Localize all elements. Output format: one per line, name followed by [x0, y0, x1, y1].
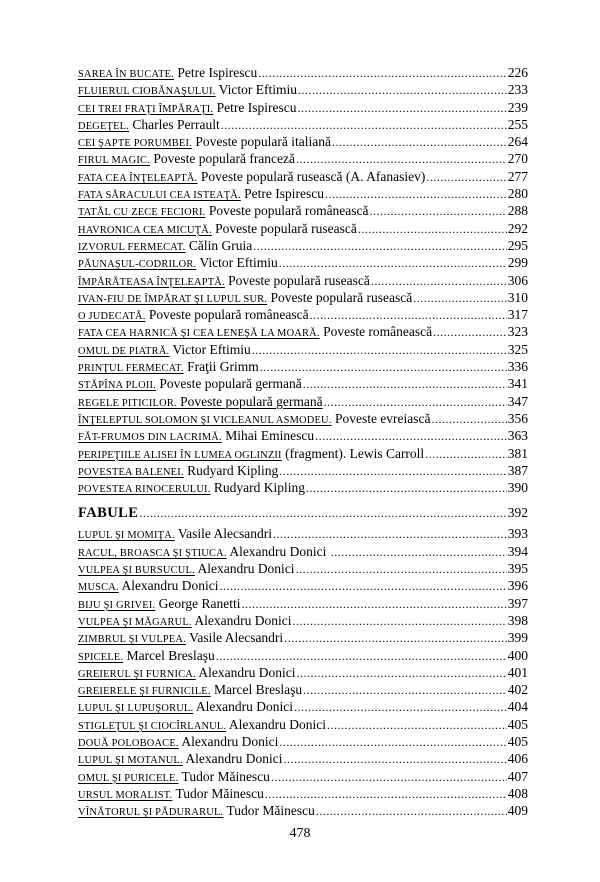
entry-author: Petre Ispirescu — [213, 99, 297, 115]
entry-author: Petre Ispirescu — [240, 186, 324, 202]
entry-title: O JUDECATĂ. — [78, 311, 146, 323]
dot-leader — [260, 359, 507, 375]
entry-author: Victor Eftimiu — [196, 255, 278, 271]
entry-author: Poveste populară franceză — [149, 151, 296, 167]
dot-leader — [425, 446, 507, 462]
entry-page-number: 394 — [507, 543, 528, 559]
entry-page-number: 401 — [507, 664, 528, 680]
dot-leader — [426, 169, 506, 185]
entry-page-number: 400 — [507, 647, 528, 663]
toc-entry[interactable] — [78, 612, 528, 629]
dot-leader — [298, 82, 507, 98]
toc-entry[interactable] — [78, 393, 528, 410]
entry-author: Rudyard Kipling — [183, 462, 279, 478]
entry-title: CEI TREI FRAŢI ÎMPĂRAŢI. — [78, 103, 214, 115]
entry-title: POVESTEA RINOCERULUI. — [78, 484, 211, 496]
entry-title: BIJU ŞI GRIVEI. — [78, 599, 156, 611]
dot-leader — [297, 665, 507, 681]
entry-page-number: 233 — [507, 82, 528, 98]
entry-page-number: 226 — [507, 65, 528, 80]
entry-author: Alexandru Donici — [195, 664, 296, 680]
entry-page-number: 239 — [507, 99, 528, 115]
toc-entry[interactable] — [78, 647, 528, 664]
entry-page-number: 325 — [507, 341, 528, 357]
entry-page-number: 402 — [507, 682, 528, 698]
entry-author: Rudyard Kipling — [210, 480, 306, 496]
entry-title: FĂT-FRUMOS DIN LACRIMĂ. — [78, 432, 222, 444]
entry-author: Poveste populară italiană — [191, 134, 332, 150]
entry-author: Poveste populară rusească (A. Afanasiev) — [197, 168, 426, 184]
entry-page-number: 396 — [507, 578, 528, 594]
entry-title: SAREA ÎN BUCATE. — [78, 69, 174, 80]
entry-page-number: 393 — [507, 526, 528, 542]
entry-author: Mihai Eminescu — [221, 428, 315, 444]
entry-title: VÎNĂTORUL ŞI PĂDURARUL. — [78, 807, 224, 819]
entry-author: Alexandru Donici — [226, 543, 330, 559]
dot-leader — [273, 526, 507, 542]
entry-author: Victor Eftimiu — [169, 341, 251, 357]
dot-leader — [271, 769, 507, 785]
toc-entry[interactable] — [78, 341, 528, 358]
entry-author: Alexandru Donici — [226, 716, 326, 732]
entry-page-number: 395 — [507, 561, 528, 577]
toc-entry[interactable] — [78, 323, 528, 340]
entry-author: Alexandru Donici — [182, 751, 283, 767]
section-heading-fabule[interactable] — [78, 504, 528, 522]
entry-title: FATA SĂRACULUI CEA ISTEAŢĂ. — [78, 190, 241, 202]
dot-leader — [258, 65, 507, 81]
entry-author: Alexandru Donici — [118, 578, 219, 594]
entry-author: Fraţii Grimm — [183, 359, 259, 375]
entry-author: Alexandru Donici — [194, 561, 295, 577]
entry-title: ZIMBRUL ŞI VULPEA. — [78, 634, 186, 646]
entry-page-number: 407 — [507, 768, 528, 784]
table-of-contents — [78, 64, 528, 819]
entry-title: FIRUL MAGIC. — [78, 155, 150, 167]
entry-title: VULPEA ŞI BURSUCUL. — [78, 565, 195, 577]
entry-title: SPICELE. — [78, 651, 124, 663]
page-number: 478 — [289, 826, 311, 841]
dot-leader — [303, 376, 507, 392]
section-page-number: 392 — [507, 505, 528, 521]
entry-title: URSUL MORALIST. — [78, 789, 173, 801]
toc-entry[interactable] — [78, 768, 528, 785]
entry-author: Poveste populară germană — [176, 393, 323, 409]
dot-leader — [371, 273, 507, 289]
toc-entry[interactable] — [78, 168, 528, 185]
entry-page-number: 406 — [507, 751, 528, 767]
entry-page-number: 292 — [507, 220, 528, 236]
entry-page-number: 270 — [507, 151, 528, 167]
dot-leader — [296, 561, 507, 577]
dot-leader — [358, 221, 507, 237]
entry-title: LUPUL ŞI LUPUŞORUL. — [78, 703, 194, 715]
entry-author: Petre Ispirescu — [174, 65, 258, 80]
entry-page-number: 336 — [507, 359, 528, 375]
entry-title: HAVRONICA CEA MICUŢĂ. — [78, 224, 212, 236]
entry-title: TATĂL CU ZECE FECIORI. — [78, 207, 206, 219]
entry-author: Poveste populară românească — [205, 203, 369, 219]
entry-title: GREIERUL ŞI FURNICA. — [78, 668, 196, 680]
dot-leader — [306, 480, 507, 496]
toc-entry[interactable] — [78, 595, 528, 612]
entry-author: Tudor Măinescu — [178, 768, 270, 784]
dot-leader — [252, 342, 507, 358]
dot-leader — [324, 394, 507, 410]
entry-title: LUPUL ŞI MOTANUL. — [78, 755, 183, 767]
entry-page-number: 341 — [507, 376, 528, 392]
dot-leader — [284, 630, 507, 646]
entry-title: POVESTEA BALENEI. — [78, 466, 184, 478]
dot-leader — [221, 117, 507, 133]
entry-page-number: 310 — [507, 289, 528, 305]
entry-page-number: 299 — [507, 255, 528, 271]
entry-page-number: 306 — [507, 272, 528, 288]
toc-entry[interactable] — [78, 150, 528, 167]
dot-leader — [294, 699, 507, 715]
entry-author: Poveste evreiască — [331, 410, 431, 426]
entry-page-number: 347 — [507, 393, 528, 409]
entry-author: Charles Perrault — [129, 116, 220, 132]
toc-entry[interactable] — [78, 577, 528, 594]
entry-title: MUSCA. — [78, 582, 119, 594]
dot-leader — [253, 238, 507, 254]
entry-title: OMUL ŞI PURICELE. — [78, 772, 179, 784]
toc-entry[interactable] — [78, 664, 528, 681]
toc-entry[interactable] — [78, 716, 528, 733]
dot-leader — [279, 734, 506, 750]
entry-author: Marcel Breslaşu — [210, 682, 303, 698]
toc-entry[interactable] — [78, 64, 528, 81]
entry-author: Vasile Alecsandri — [174, 526, 272, 542]
entry-title: DOUĂ POLOBOACE. — [78, 737, 179, 749]
toc-entry[interactable] — [78, 681, 528, 698]
entry-page-number: 397 — [507, 595, 528, 611]
entry-author: Tudor Măinescu — [172, 785, 264, 801]
dot-leader — [413, 290, 507, 306]
entry-author: Alexandru Donici — [191, 612, 292, 628]
entry-page-number: 264 — [507, 134, 528, 150]
entry-page-number: 408 — [507, 785, 528, 801]
entry-page-number: 405 — [507, 716, 528, 732]
entry-title: REGELE PITICILOR. — [78, 397, 177, 409]
entry-title: PĂUNAŞUL-CODRILOR. — [78, 259, 197, 271]
entry-author: Poveste populară românească — [145, 307, 309, 323]
entry-title: GREIERELE ŞI FURNICILE. — [78, 686, 211, 698]
entry-page-number: 255 — [507, 116, 528, 132]
toc-entry[interactable] — [78, 81, 528, 98]
entry-page-number: 404 — [507, 699, 528, 715]
entry-page-number: 288 — [507, 203, 528, 219]
entry-author: Poveste populară rusească — [224, 272, 370, 288]
dot-leader — [370, 203, 507, 219]
entry-page-number: 356 — [507, 410, 528, 426]
entry-title: IVAN-FIU DE ÎMPĂRAT ŞI LUPUL SUR. — [78, 293, 268, 305]
toc-entry[interactable] — [78, 133, 528, 150]
dot-leader — [279, 255, 507, 271]
entry-page-number: 398 — [507, 612, 528, 628]
dot-leader — [316, 803, 507, 819]
entry-title: DEGEŢEL. — [78, 120, 130, 132]
dot-leader — [432, 411, 507, 427]
toc-entry[interactable] — [78, 750, 528, 767]
toc-entry[interactable] — [78, 220, 528, 237]
entry-author: Alexandru Donici — [178, 733, 279, 749]
toc-entry[interactable] — [78, 629, 528, 646]
dot-leader — [220, 578, 507, 594]
dot-leader — [332, 134, 507, 150]
entry-title: IZVORUL FERMECAT. — [78, 241, 186, 253]
entry-title: PERIPEŢIILE ALISEI ÎN LUMEA OGLINZII — [78, 449, 282, 461]
dot-leader — [292, 613, 506, 629]
dot-leader — [303, 682, 507, 698]
toc-entry[interactable] — [78, 358, 528, 375]
dot-leader — [310, 307, 507, 323]
toc-entry[interactable] — [78, 733, 528, 750]
toc-entry[interactable] — [78, 698, 528, 715]
entry-author: Tudor Măinescu — [223, 803, 315, 819]
entry-title: STIGLEŢUL ŞI CIOCÎRLANUL. — [78, 720, 227, 732]
entry-author: Marcel Breslaşu — [123, 647, 215, 663]
toc-entry[interactable] — [78, 272, 528, 289]
entry-page-number: 323 — [507, 324, 528, 340]
toc-entry[interactable] — [78, 785, 528, 802]
toc-entry[interactable] — [78, 543, 528, 560]
entry-author: George Ranetti — [155, 595, 241, 611]
toc-list-fables — [78, 525, 528, 819]
dot-leader — [216, 648, 507, 664]
toc-entry[interactable] — [78, 375, 528, 392]
dot-leader — [325, 186, 507, 202]
entry-title: PRINŢUL FERMECAT. — [78, 363, 184, 375]
entry-title: FATA CEA ÎNŢELEAPTĂ. — [78, 172, 198, 184]
entry-title: FLUIERUL CIOBĂNAŞULUI. — [78, 86, 216, 98]
toc-entry[interactable] — [78, 289, 528, 306]
entry-page-number: 387 — [507, 462, 528, 478]
dot-leader — [265, 786, 507, 802]
toc-list-stories — [78, 64, 528, 496]
entry-author: Poveste populară rusească — [267, 289, 413, 305]
entry-author: (fragment). Lewis Carroll — [281, 445, 425, 461]
dot-leader — [139, 504, 506, 522]
toc-entry[interactable] — [78, 254, 528, 271]
entry-title: RACUL, BROASCA ŞI ŞTIUCA. — [78, 547, 227, 559]
toc-entry[interactable] — [78, 116, 528, 133]
dot-leader — [296, 151, 507, 167]
toc-entry[interactable] — [78, 185, 528, 202]
dot-leader — [284, 751, 507, 767]
toc-entry[interactable] — [78, 525, 528, 542]
dot-leader — [433, 324, 507, 340]
dot-leader — [242, 596, 507, 612]
entry-author: Vasile Alecsandri — [185, 630, 284, 646]
entry-title: ÎMPĂRĂTEASA ÎNŢELEAPTĂ. — [78, 276, 225, 288]
toc-entry[interactable] — [78, 202, 528, 219]
entry-title: ÎNŢELEPTUL SOLOMON ŞI VICLEANUL ASMODEU. — [78, 414, 332, 426]
toc-entry[interactable] — [78, 445, 528, 462]
section-title: FABULE — [78, 505, 139, 522]
entry-page-number: 399 — [507, 630, 528, 646]
entry-author: Poveste populară rusească — [211, 220, 357, 236]
entry-page-number: 409 — [507, 803, 528, 819]
dot-leader — [331, 544, 507, 560]
entry-author: Poveste românească — [319, 324, 433, 340]
entry-title: STĂPÎNA PLOII. — [78, 380, 156, 392]
toc-entry[interactable] — [78, 410, 528, 427]
entry-page-number: 363 — [507, 428, 528, 444]
entry-author: Alexandru Donici — [193, 699, 294, 715]
entry-page-number: 295 — [507, 237, 528, 253]
entry-title: OMUL DE PIATRĂ. — [78, 345, 170, 357]
dot-leader — [279, 463, 507, 479]
dot-leader — [315, 428, 507, 444]
entry-title: LUPUL ŞI MOMIŢA. — [78, 530, 175, 542]
dot-leader — [298, 100, 507, 116]
entry-title: CEI ŞAPTE PORUMBEI. — [78, 138, 192, 150]
entry-author: Călin Gruia — [185, 237, 253, 253]
toc-entry[interactable] — [78, 99, 528, 116]
entry-page-number: 390 — [507, 480, 528, 496]
entry-author: Poveste populară germană — [155, 376, 302, 392]
entry-page-number: 280 — [507, 186, 528, 202]
entry-page-number: 405 — [507, 733, 528, 749]
toc-entry[interactable] — [78, 237, 528, 254]
entry-page-number: 381 — [507, 445, 528, 461]
toc-entry[interactable] — [78, 802, 528, 819]
dot-leader — [327, 717, 507, 733]
entry-title: VULPEA ŞI MĂGARUL. — [78, 616, 192, 628]
toc-entry[interactable] — [78, 560, 528, 577]
entry-page-number: 317 — [507, 307, 528, 323]
entry-author: Victor Eftimiu — [215, 82, 297, 98]
toc-entry[interactable] — [78, 462, 528, 479]
toc-entry[interactable] — [78, 427, 528, 444]
entry-title: FATA CEA HARNICĂ ŞI CEA LENEŞĂ LA MOARĂ. — [78, 328, 320, 340]
entry-page-number: 277 — [507, 168, 528, 184]
toc-entry[interactable] — [78, 479, 528, 496]
toc-entry[interactable] — [78, 306, 528, 323]
